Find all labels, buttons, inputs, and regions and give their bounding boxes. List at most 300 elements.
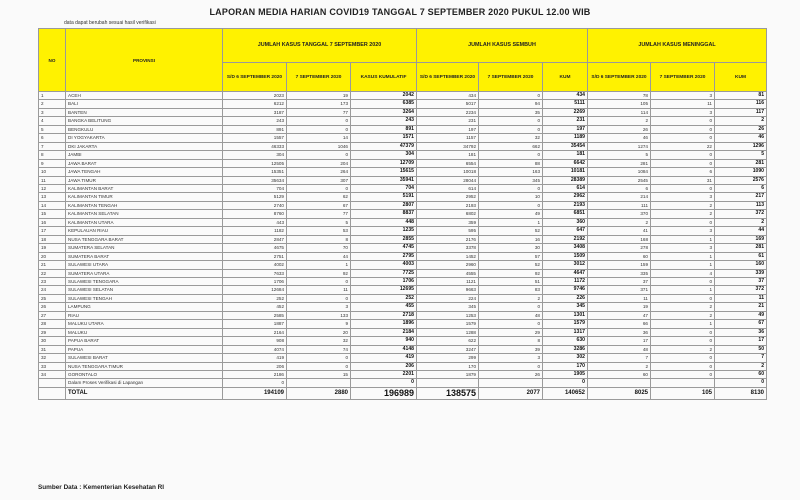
province-name: SULAWESI TENGGARA [66,277,223,285]
header-sembuh-kum: KUM [543,63,588,92]
kasus-7sep: 77 [287,210,351,218]
meninggal-kum: 2 [715,117,767,125]
kasus-kumulatif: 5191 [351,193,417,201]
table-row [39,176,767,184]
meninggal-7sep: 0 [651,277,715,285]
row-number: 14 [39,201,66,209]
sembuh-kum: 6851 [543,210,588,218]
kasus-7sep: 9 [287,320,351,328]
header-group-sembuh: JUMLAH KASUS SEMBUH [417,29,588,63]
kasus-sd6: 8760 [223,210,287,218]
table-row [39,168,767,176]
province-name: SULAWESI BARAT [66,354,223,362]
kasus-kumulatif: 7725 [351,269,417,277]
sembuh-kum: 1509 [543,252,588,260]
table-row [39,337,767,345]
kasus-kumulatif: 304 [351,151,417,159]
kasus-7sep: 77 [287,108,351,116]
kasus-7sep: 92 [287,269,351,277]
sembuh-kum: 197 [543,125,588,133]
meninggal-sd6: 36 [588,328,651,336]
sembuh-sd6: 34792 [417,142,479,150]
sembuh-kum: 302 [543,354,588,362]
meninggal-sd6: 26 [588,125,651,133]
sembuh-7sep: 10 [479,193,543,201]
table-row [39,311,767,319]
kasus-7sep: 204 [287,159,351,167]
kasus-sd6: 443 [223,218,287,226]
sembuh-sd6: 231 [417,117,479,125]
row-number [39,379,66,387]
sembuh-kum: 9746 [543,286,588,294]
row-number: 1 [39,92,66,100]
meninggal-7sep: 0 [651,354,715,362]
meninggal-7sep: 1 [651,252,715,260]
meninggal-sd6: 41 [588,227,651,235]
kasus-7sep: 20 [287,328,351,336]
kasus-sd6: 419 [223,354,287,362]
meninggal-sd6: 48 [588,345,651,353]
meninggal-7sep: 0 [651,218,715,226]
meninggal-7sep: 6 [651,168,715,176]
sembuh-7sep: 88 [479,159,543,167]
sembuh-7sep: 0 [479,117,543,125]
table-row [39,261,767,269]
meninggal-sd6: 19 [588,303,651,311]
meninggal-kum: 26 [715,125,767,133]
kasus-kumulatif: 704 [351,184,417,192]
sembuh-kum: 345 [543,303,588,311]
kasus-sd6: 704 [223,184,287,192]
row-number: 22 [39,269,66,277]
table-row [39,370,767,378]
sembuh-7sep: 35 [479,108,543,116]
meninggal-kum: 217 [715,193,767,201]
province-name: KALIMANTAN BARAT [66,184,223,192]
sembuh-kum: 614 [543,184,588,192]
meninggal-sd6: 105 [588,100,651,108]
table-row [39,244,767,252]
meninggal-kum: 1090 [715,168,767,176]
meninggal-kum: 372 [715,210,767,218]
table-row [39,184,767,192]
meninggal-sd6: 159 [588,261,651,269]
row-number: 29 [39,328,66,336]
sembuh-sd6: 3247 [417,345,479,353]
province-name: SUMATERA BARAT [66,252,223,260]
meninggal-sd6: 214 [588,193,651,201]
total-value: 194109 [223,387,287,399]
kasus-kumulatif: 2855 [351,235,417,243]
header-kasus-sd6: S/D 6 SEPTEMBER 2020 [223,63,287,92]
sembuh-7sep: 51 [479,277,543,285]
kasus-sd6: 4002 [223,261,287,269]
meninggal-kum: 17 [715,337,767,345]
header-meninggal-kum: KUM [715,63,767,92]
kasus-kumulatif: 15615 [351,168,417,176]
kasus-sd6: 2585 [223,311,287,319]
kasus-sd6: 1557 [223,134,287,142]
row-number: 18 [39,235,66,243]
row-number: 15 [39,210,66,218]
header-sembuh-sd6: S/D 6 SEPTEMBER 2020 [417,63,479,92]
kasus-7sep: 0 [287,294,351,302]
province-name: DI YOGYAKARTA [66,134,223,142]
row-number: 10 [39,168,66,176]
meninggal-sd6: 47 [588,311,651,319]
kasus-sd6: 1182 [223,227,287,235]
kasus-sd6: 2740 [223,201,287,209]
kasus-sd6: 4675 [223,244,287,252]
meninggal-kum: 113 [715,201,767,209]
sembuh-sd6: 1579 [417,320,479,328]
row-number: 5 [39,125,66,133]
sembuh-kum: 1172 [543,277,588,285]
kasus-kumulatif: 891 [351,125,417,133]
kasus-sd6: 5129 [223,193,287,201]
sembuh-sd6: 1452 [417,252,479,260]
kasus-sd6: 6212 [223,100,287,108]
meninggal-7sep: 2 [651,345,715,353]
sembuh-kum: 630 [543,337,588,345]
kasus-kumulatif: 2718 [351,311,417,319]
meninggal-sd6: 5 [588,151,651,159]
sembuh-sd6: 1253 [417,311,479,319]
sembuh-kum: 2193 [543,201,588,209]
sembuh-sd6: 1288 [417,328,479,336]
province-name: SULAWESI UTARA [66,261,223,269]
sembuh-7sep: 0 [479,92,543,100]
sembuh-sd6: 10018 [417,168,479,176]
table-row [39,108,767,116]
sembuh-7sep [479,379,543,387]
meninggal-kum: 281 [715,244,767,252]
total-label: TOTAL [66,387,223,399]
sembuh-7sep: 57 [479,252,543,260]
sembuh-7sep: 16 [479,235,543,243]
kasus-sd6: 35634 [223,176,287,184]
row-number: 25 [39,294,66,302]
kasus-kumulatif: 12695 [351,286,417,294]
table-row [39,227,767,235]
table-row [39,328,767,336]
kasus-sd6: 452 [223,303,287,311]
header-sembuh-7sep: 7 SEPTEMBER 2020 [479,63,543,92]
meninggal-sd6: 168 [588,235,651,243]
province-name: BENGKULU [66,125,223,133]
meninggal-sd6: 370 [588,210,651,218]
meninggal-kum: 2 [715,362,767,370]
sembuh-sd6: 595 [417,227,479,235]
row-number: 9 [39,159,66,167]
meninggal-sd6: 278 [588,244,651,252]
province-name: MALUKU UTARA [66,320,223,328]
table-body [39,92,767,388]
table-row [39,100,767,108]
kasus-kumulatif: 0 [351,379,417,387]
table-row [39,362,767,370]
sembuh-7sep: 29 [479,328,543,336]
sembuh-7sep: 0 [479,362,543,370]
sembuh-sd6: 1879 [417,370,479,378]
kasus-kumulatif: 4745 [351,244,417,252]
kasus-7sep: 14 [287,134,351,142]
row-number: 8 [39,151,66,159]
meninggal-sd6: 66 [588,320,651,328]
province-name: SUMATERA SELATAN [66,244,223,252]
table-row [39,269,767,277]
kasus-7sep: 173 [287,100,351,108]
sembuh-sd6: 434 [417,92,479,100]
sembuh-kum: 226 [543,294,588,302]
meninggal-kum: 67 [715,320,767,328]
sembuh-7sep: 345 [479,176,543,184]
sembuh-7sep: 0 [479,151,543,159]
meninggal-7sep: 3 [651,92,715,100]
sembuh-kum: 5111 [543,100,588,108]
table-row [39,210,767,218]
sembuh-kum: 1189 [543,134,588,142]
row-number: 23 [39,277,66,285]
meninggal-kum: 46 [715,134,767,142]
meninggal-7sep: 1 [651,235,715,243]
kasus-kumulatif: 1571 [351,134,417,142]
sembuh-7sep: 39 [479,345,543,353]
sembuh-sd6: 1121 [417,277,479,285]
sembuh-sd6: 28044 [417,176,479,184]
sembuh-7sep: 83 [479,286,543,294]
table-row [39,125,767,133]
meninggal-kum: 339 [715,269,767,277]
meninggal-7sep: 31 [651,176,715,184]
meninggal-sd6: 2 [588,218,651,226]
kasus-sd6: 1887 [223,320,287,328]
sembuh-7sep: 49 [479,210,543,218]
kasus-7sep: 15 [287,370,351,378]
meninggal-7sep: 22 [651,142,715,150]
kasus-sd6: 1706 [223,277,287,285]
sembuh-7sep: 32 [479,134,543,142]
province-name: BALI [66,100,223,108]
province-name: JAWA TIMUR [66,176,223,184]
kasus-kumulatif: 243 [351,117,417,125]
sembuh-sd6: 345 [417,303,479,311]
meninggal-7sep: 0 [651,370,715,378]
sembuh-kum: 1317 [543,328,588,336]
province-name: JAMBI [66,151,223,159]
meninggal-7sep: 0 [651,125,715,133]
kasus-sd6: 252 [223,294,287,302]
row-number: 12 [39,184,66,192]
kasus-kumulatif: 8837 [351,210,417,218]
kasus-sd6: 46333 [223,142,287,150]
meninggal-7sep: 1 [651,261,715,269]
kasus-sd6: 206 [223,362,287,370]
meninggal-7sep: 3 [651,108,715,116]
meninggal-7sep: 0 [651,184,715,192]
province-name: BANGKA BELITUNG [66,117,223,125]
meninggal-kum: 281 [715,159,767,167]
row-number: 19 [39,244,66,252]
kasus-kumulatif: 2201 [351,370,417,378]
kasus-7sep: 0 [287,151,351,159]
kasus-kumulatif: 448 [351,218,417,226]
kasus-7sep: 32 [287,337,351,345]
table-row [39,218,767,226]
kasus-7sep: 0 [287,184,351,192]
table-row [39,252,767,260]
kasus-7sep: 0 [287,277,351,285]
sembuh-kum: 1905 [543,370,588,378]
verification-note: data dapat berubah sesuai hasil verifikasi [64,20,156,26]
meninggal-sd6: 46 [588,134,651,142]
table-row [39,320,767,328]
sembuh-7sep: 163 [479,168,543,176]
row-number: 31 [39,345,66,353]
kasus-7sep: 133 [287,311,351,319]
meninggal-kum: 2576 [715,176,767,184]
kasus-7sep [287,379,351,387]
province-name: KALIMANTAN UTARA [66,218,223,226]
table-row [39,345,767,353]
table-row [39,235,767,243]
header-group-kasus: JUMLAH KASUS TANGGAL 7 SEPTEMBER 2020 [223,29,417,63]
sembuh-sd6: 181 [417,151,479,159]
meninggal-7sep: 3 [651,193,715,201]
province-name: NUSA TENGGARA TIMUR [66,362,223,370]
kasus-sd6: 12684 [223,286,287,294]
meninggal-7sep: 2 [651,311,715,319]
sembuh-kum: 2962 [543,193,588,201]
total-row [39,387,767,399]
sembuh-kum: 28389 [543,176,588,184]
kasus-kumulatif: 2184 [351,328,417,336]
kasus-kumulatif: 4148 [351,345,417,353]
meninggal-sd6: 60 [588,252,651,260]
sembuh-kum: 1301 [543,311,588,319]
kasus-7sep: 307 [287,176,351,184]
sembuh-kum: 35454 [543,142,588,150]
sembuh-kum: 6642 [543,159,588,167]
meninggal-7sep: 0 [651,159,715,167]
kasus-kumulatif: 3264 [351,108,417,116]
meninggal-sd6: 1274 [588,142,651,150]
province-name: KALIMANTAN SELATAN [66,210,223,218]
sembuh-7sep: 0 [479,201,543,209]
meninggal-sd6: 78 [588,92,651,100]
sembuh-7sep: 0 [479,184,543,192]
meninggal-sd6: 17 [588,337,651,345]
meninggal-7sep: 0 [651,117,715,125]
province-name: RIAU [66,311,223,319]
meninggal-sd6: 2 [588,362,651,370]
table-row [39,354,767,362]
kasus-kumulatif: 6385 [351,100,417,108]
kasus-kumulatif: 455 [351,303,417,311]
meninggal-kum: 2 [715,218,767,226]
sembuh-kum: 181 [543,151,588,159]
sembuh-7sep: 662 [479,142,543,150]
sembuh-kum: 3408 [543,244,588,252]
row-number: 6 [39,134,66,142]
row-number: 7 [39,142,66,150]
kasus-7sep: 0 [287,354,351,362]
row-number: 26 [39,303,66,311]
header-meninggal-7sep: 7 SEPTEMBER 2020 [651,63,715,92]
sembuh-sd6: 5017 [417,100,479,108]
meninggal-kum: 50 [715,345,767,353]
row-number: 28 [39,320,66,328]
kasus-7sep: 264 [287,168,351,176]
province-name: MALUKU [66,328,223,336]
sembuh-kum: 434 [543,92,588,100]
sembuh-kum: 0 [543,379,588,387]
row-number: 17 [39,227,66,235]
sembuh-sd6: 1157 [417,134,479,142]
meninggal-sd6: 281 [588,159,651,167]
table-row [39,117,767,125]
province-name: PAPUA [66,345,223,353]
sembuh-7sep: 2 [479,294,543,302]
table-row [39,201,767,209]
meninggal-7sep: 4 [651,269,715,277]
province-name: KALIMANTAN TIMUR [66,193,223,201]
sembuh-sd6: 224 [417,294,479,302]
sembuh-sd6: 6554 [417,159,479,167]
province-name: SULAWESI SELATAN [66,286,223,294]
meninggal-kum: 6 [715,184,767,192]
kasus-kumulatif: 4003 [351,261,417,269]
table-row [39,92,767,100]
covid-data-table [38,28,767,400]
meninggal-sd6: 2545 [588,176,651,184]
kasus-sd6: 2847 [223,235,287,243]
row-number: 21 [39,261,66,269]
sembuh-kum: 2192 [543,235,588,243]
meninggal-7sep: 0 [651,151,715,159]
kasus-7sep: 1046 [287,142,351,150]
meninggal-kum: 169 [715,235,767,243]
meninggal-sd6: 335 [588,269,651,277]
kasus-sd6: 3187 [223,108,287,116]
province-name: SULAWESI TENGAH [66,294,223,302]
meninggal-7sep: 2 [651,210,715,218]
kasus-sd6: 2023 [223,92,287,100]
kasus-7sep: 62 [287,193,351,201]
kasus-7sep: 74 [287,345,351,353]
province-name: JAWA BARAT [66,159,223,167]
total-value: 138575 [417,387,479,399]
meninggal-sd6: 2 [588,117,651,125]
sembuh-kum: 231 [543,117,588,125]
province-name: JAWA TENGAH [66,168,223,176]
sembuh-7sep: 26 [479,370,543,378]
kasus-7sep: 1 [287,261,351,269]
row-number: 11 [39,176,66,184]
total-value: 105 [651,387,715,399]
header-kasus-7sep: 7 SEPTEMBER 2020 [287,63,351,92]
sembuh-sd6: 170 [417,362,479,370]
sembuh-sd6: 6802 [417,210,479,218]
sembuh-kum: 2269 [543,108,588,116]
sembuh-7sep: 1 [479,218,543,226]
kasus-sd6: 304 [223,151,287,159]
meninggal-7sep: 3 [651,244,715,252]
row-number: 16 [39,218,66,226]
meninggal-kum: 116 [715,100,767,108]
meninggal-kum: 0 [715,379,767,387]
sembuh-sd6: 299 [417,354,479,362]
